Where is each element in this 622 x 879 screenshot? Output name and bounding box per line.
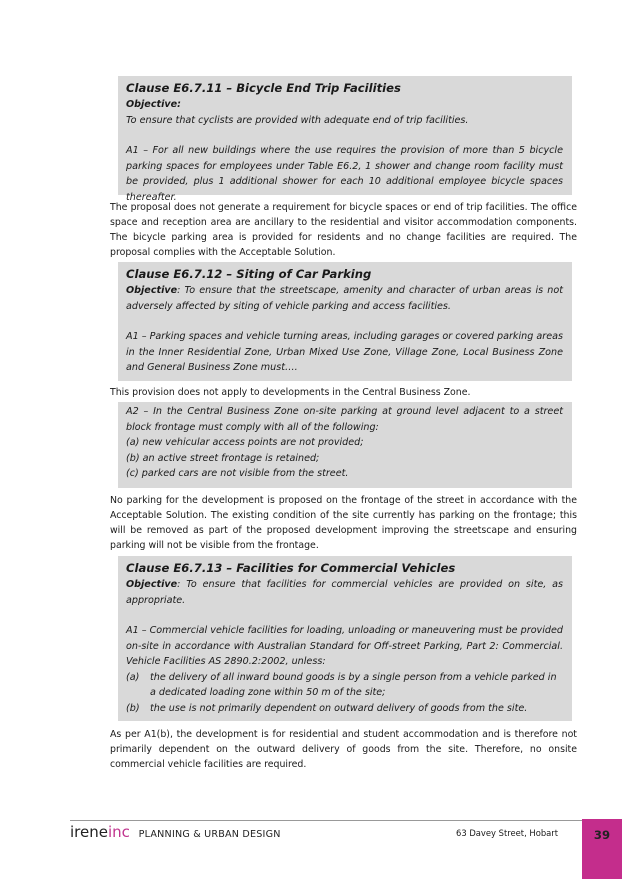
clause-a2: A2 – In the Central Business Zone on-site parking at ground level adjacent to a street block frontage must comply with all of the following: bbox=[126, 406, 563, 433]
brand-inc: inc bbox=[107, 823, 130, 841]
objective-label: Objective bbox=[126, 285, 178, 296]
clause-box-cbz bbox=[118, 402, 572, 488]
clause-title: Clause E6.7.11 – Bicycle End Trip Facilities bbox=[126, 81, 401, 95]
clause-a1: A1 – For all new buildings where the use requires the provision of more than 5 bicycle parking spaces for employees under Table E6.2, 1 shower and change room facility must be provided, plus 1 additional shower for each 10 additional employee bicycle spaces thereafter. bbox=[126, 145, 563, 203]
brand-irene: irene bbox=[70, 823, 108, 841]
body-paragraph-2: This provision does not apply to developments in the Central Business Zone. bbox=[110, 387, 471, 398]
list-marker: (a) bbox=[126, 671, 140, 683]
clause-title: Clause E6.7.13 – Facilities for Commercial Vehicles bbox=[126, 561, 456, 575]
list-marker: (b) bbox=[126, 702, 140, 714]
list-item bbox=[126, 670, 563, 701]
footer-address: 63 Davey Street, Hobart bbox=[456, 828, 558, 838]
list-item: (c) parked cars are not visible from the street. bbox=[126, 468, 349, 479]
clause-title: Clause E6.7.12 – Siting of Car Parking bbox=[126, 267, 372, 281]
page-number-tab bbox=[582, 819, 622, 879]
list-item-text: the delivery of all inward bound goods is by a single person from a vehicle parked in a dedicated loading zone within 50 m of the site; bbox=[150, 671, 557, 698]
list-item: (a) new vehicular access points are not provided; bbox=[126, 437, 364, 448]
body-paragraph-1: The proposal does not generate a requirement for bicycle spaces or end of trip facilities. The office space and reception area are ancillary to the residential and visitor accommodation components. The bicycle parking area is provided for residents and no change facilities are required. The proposal complies with the Acceptable Solution. bbox=[110, 202, 577, 258]
list-item bbox=[126, 701, 563, 717]
list-item: (b) an active street frontage is retained; bbox=[126, 452, 320, 464]
body-paragraph-3: No parking for the development is proposed on the frontage of the street in accordance with the Acceptable Solution. The existing condition of the site currently has parking on the frontage; this will be removed as part of the proposed development improving the streetscape and ensuring parking will not be visible from the frontage. bbox=[110, 495, 577, 551]
clause-a1: A1 – Parking spaces and vehicle turning areas, including garages or covered parking areas in the Inner Residential Zone, Urban Mixed Use Zone, Village Zone, Local Business Zone and General Business Zone must…. bbox=[126, 331, 563, 373]
objective-label: Objective bbox=[126, 579, 178, 590]
list-item-text: the use is not primarily dependent on outward delivery of goods from the site. bbox=[150, 702, 528, 714]
body-paragraph-4: As per A1(b), the development is for residential and student accommodation and is therefore not primarily dependent on the outward delivery of goods from the site. Therefore, no onsite commercial vehicle facilities are required. bbox=[110, 729, 577, 770]
objective-text: : To ensure that the streetscape, amenity and character of urban areas is not adversely affected by siting of vehicle parking and access facilities. bbox=[126, 285, 563, 312]
clause-box-bicycle bbox=[118, 76, 572, 203]
footer-brand-logo bbox=[70, 822, 281, 845]
objective-label: Objective: bbox=[126, 99, 181, 110]
brand-subtitle: PLANNING & URBAN DESIGN bbox=[138, 829, 281, 840]
objective-text: To ensure that cyclists are provided with adequate end of trip facilities. bbox=[126, 114, 469, 126]
objective-text: : To ensure that facilities for commercial vehicles are provided on site, as appropriate. bbox=[126, 579, 563, 606]
page-number: 39 bbox=[593, 828, 611, 842]
clause-box-commercial-vehicles bbox=[118, 556, 572, 721]
footer-divider bbox=[70, 820, 582, 821]
clause-box-car-parking bbox=[118, 262, 572, 381]
clause-a1: A1 – Commercial vehicle facilities for loading, unloading or maneuvering must be provided on-site in accordance with Australian Standard for Off-street Parking, Part 2: Commercial. Vehicle Facilities AS 2890.2:2002, unless: bbox=[126, 625, 563, 667]
